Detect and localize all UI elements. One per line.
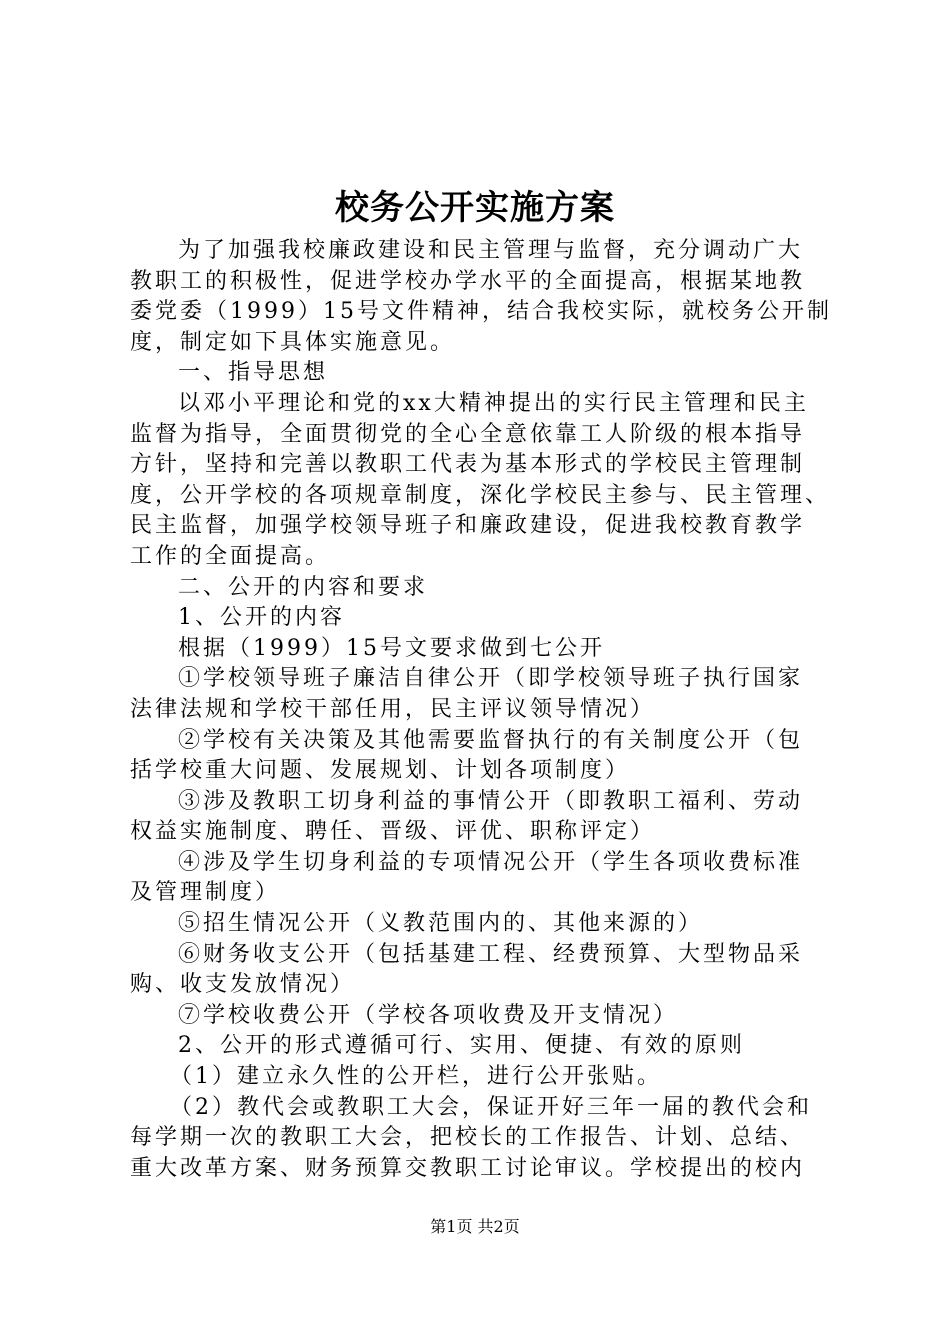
list-item-line: 括学校重大问题、发展规划、计划各项制度）: [130, 758, 631, 784]
list-item-line: ⑦学校收费公开（学校各项收费及开支情况）: [178, 1002, 679, 1028]
list-item-line: 购、收支发放情况）: [130, 972, 356, 998]
paragraph-line: 根据（1999）15号文要求做到七公开: [178, 635, 605, 661]
list-item-line: （1）建立永久性的公开栏，进行公开张贴。: [170, 1064, 662, 1090]
section-heading: 一、指导思想: [178, 360, 329, 386]
list-item-line: ③涉及教职工切身利益的事情公开（即教职工福利、劳动: [178, 788, 804, 814]
list-item-line: ⑤招生情况公开（义教范围内的、其他来源的）: [178, 911, 704, 937]
paragraph-line: 度，制定如下具体实施意见。: [130, 329, 456, 355]
paragraph-line: 委党委（1999）15号文件精神，结合我校实际，就校务公开制: [130, 299, 832, 325]
paragraph-line: 为了加强我校廉政建设和民主管理与监督，充分调动广大: [178, 238, 804, 263]
page-number-footer: 第1页 共2页: [430, 1217, 520, 1236]
paragraph-line: 以邓小平理论和党的xx大精神提出的实行民主管理和民主: [178, 390, 809, 416]
list-item-line: 权益实施制度、聘任、晋级、评优、职称评定）: [130, 819, 656, 845]
list-item-line: （2）教代会或教职工大会，保证开好三年一届的教代会和: [170, 1094, 812, 1120]
list-item-line: ④涉及学生切身利益的专项情况公开（学生各项收费标准: [178, 849, 804, 875]
list-item-line: 法律法规和学校干部任用，民主评议领导情况）: [130, 696, 656, 722]
paragraph-line: 方针，坚持和完善以教职工代表为基本形式的学校民主管理制: [130, 452, 806, 478]
document-title: 校务公开实施方案: [335, 188, 615, 228]
list-item-line: ②学校有关决策及其他需要监督执行的有关制度公开（包: [178, 727, 804, 753]
paragraph-line: 度，公开学校的各项规章制度，深化学校民主参与、民主管理、: [130, 482, 831, 508]
list-item-line: 及管理制度）: [130, 880, 281, 906]
paragraph-line: 民主监督，加强学校领导班子和廉政建设，促进我校教育教学: [130, 513, 806, 539]
list-item-line: ⑥财务收支公开（包括基建工程、经费预算、大型物品采: [178, 941, 804, 967]
subsection-heading: 2、公开的形式遵循可行、实用、便捷、有效的原则: [178, 1033, 745, 1059]
subsection-heading: 1、公开的内容: [178, 605, 345, 631]
document-body: [130, 236, 830, 1184]
list-item-line: 重大改革方案、财务预算交教职工讨论审议。学校提出的校内: [130, 1155, 806, 1181]
section-heading: 二、公开的内容和要求: [178, 574, 429, 600]
paragraph-line: 工作的全面提高。: [130, 543, 331, 569]
list-item-line: ①学校领导班子廉洁自律公开（即学校领导班子执行国家: [178, 666, 804, 692]
list-item-line: 每学期一次的教职工大会，把校长的工作报告、计划、总结、: [130, 1125, 806, 1151]
paragraph-line: 监督为指导，全面贯彻党的全心全意依靠工人阶级的根本指导: [130, 421, 806, 447]
paragraph-line: 教职工的积极性，促进学校办学水平的全面提高，根据某地教: [130, 268, 806, 294]
